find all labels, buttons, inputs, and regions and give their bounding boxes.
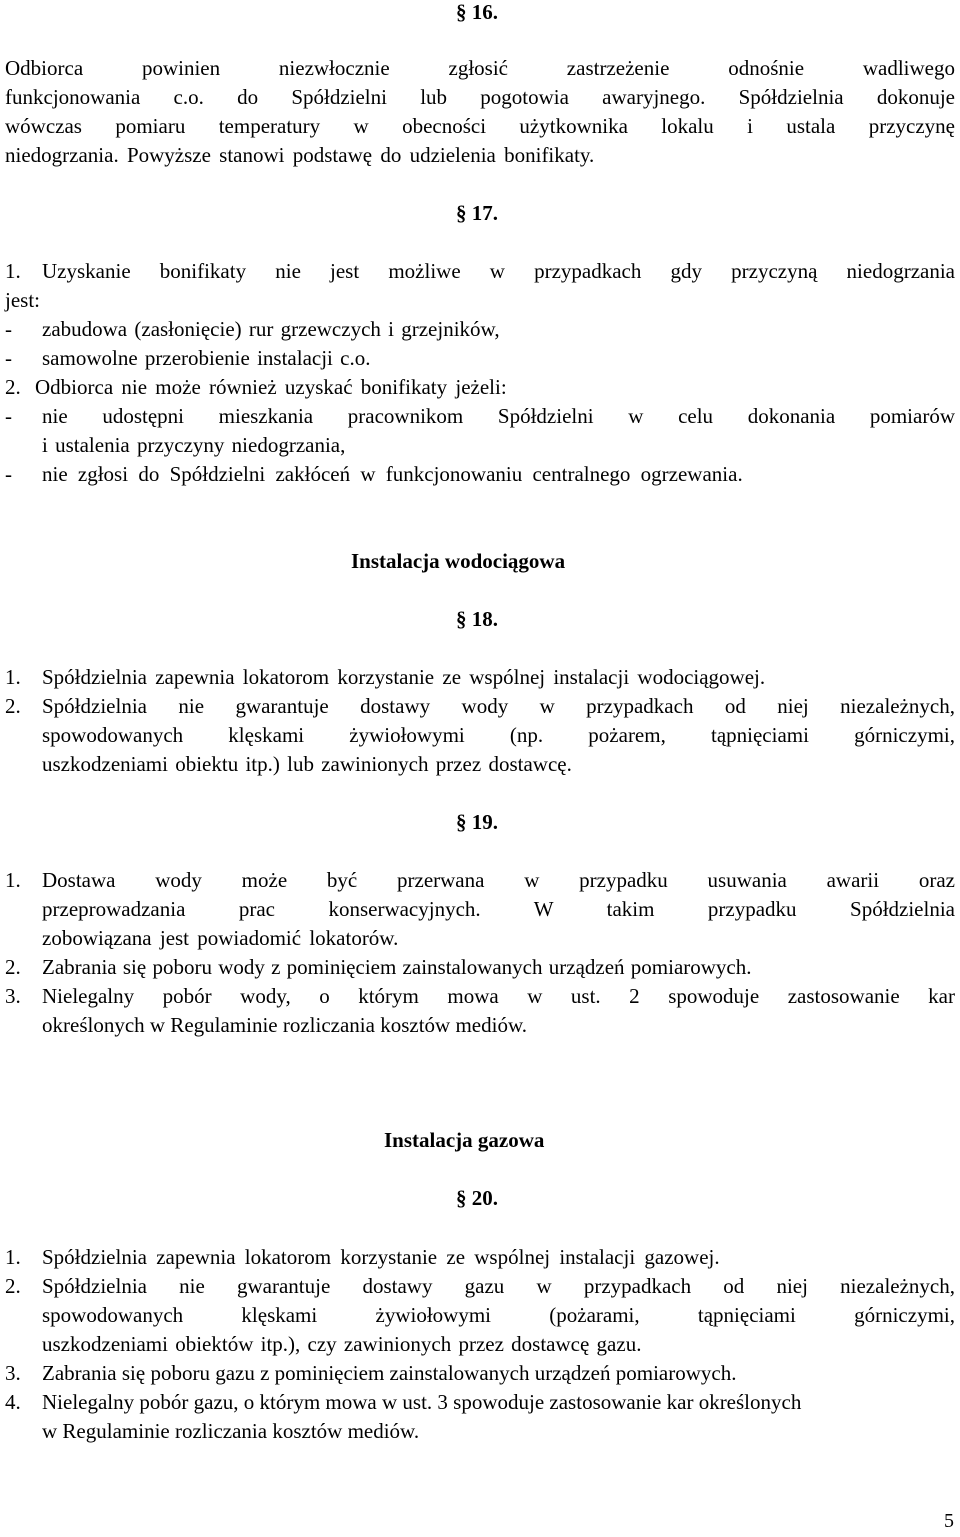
s20-item4-line-2: w Regulaminie rozliczania kosztów mediów. <box>42 1419 420 1443</box>
s20-item2-line-3: uszkodzeniami obiektów itp.), czy zawinionych przez dostawcę gazu. <box>42 1332 642 1356</box>
section-20-title: § 20. <box>456 1186 498 1210</box>
s17-bullet-dash: - <box>5 462 12 486</box>
s17-item2-bullet-1-line-2: i ustalenia przyczyny niedogrzania, <box>42 433 346 457</box>
s20-item3-line-1: Zabrania się poboru gazu z pominięciem zainstalowanych urządzeń pomiarowych. <box>42 1361 737 1385</box>
s18-item2-line-1: Spółdzielnia nie gwarantuje dostawy wody w przypadkach od niej niezależnych, <box>42 694 955 718</box>
page-number: 5 <box>944 1510 954 1532</box>
s20-item-number: 3. <box>5 1361 21 1385</box>
section-17-title: § 17. <box>456 201 498 225</box>
s17-bullet-2: samowolne przerobienie instalacji c.o. <box>42 346 371 370</box>
heading-water-installation: Instalacja wodociągowa <box>351 549 566 573</box>
s20-item-number: 4. <box>5 1390 21 1414</box>
section-19-title: § 19. <box>456 810 498 834</box>
s20-item-number: 2. <box>5 1274 21 1298</box>
s17-bullet-1: zabudowa (zasłonięcie) rur grzewczych i grzejników, <box>42 317 500 341</box>
s16-line-4: niedogrzania. Powyższe stanowi podstawę do udzielenia bonifikaty. <box>5 143 595 167</box>
s19-item2-line-1: Zabrania się poboru wody z pominięciem zainstalowanych urządzeń pomiarowych. <box>42 955 752 979</box>
s17-item2-number: 2. <box>5 375 21 399</box>
s18-item1-line-1: Spółdzielnia zapewnia lokatorom korzystanie ze wspólnej instalacji wodociągowej. <box>42 665 766 689</box>
s19-item3-line-1: Nielegalny pobór wody, o którym mowa w ust. 2 spowoduje zastosowanie kar <box>42 984 955 1008</box>
s16-line-3: wówczas pomiaru temperatury w obecności użytkownika lokalu i ustala przyczynę <box>5 114 955 138</box>
s19-item1-line-1: Dostawa wody może być przerwana w przypadku usuwania awarii oraz <box>42 868 955 892</box>
s17-bullet-dash: - <box>5 404 12 428</box>
s18-item-number: 2. <box>5 694 21 718</box>
s17-item2-line-1: Odbiorca nie może również uzyskać bonifikaty jeżeli: <box>35 375 507 399</box>
s20-item2-line-2: spowodowanych klęskami żywiołowymi (pożarami, tąpnięciami górniczymi, <box>42 1303 955 1327</box>
s17-bullet-dash: - <box>5 346 12 370</box>
heading-gas-installation: Instalacja gazowa <box>384 1128 545 1152</box>
s19-item1-line-3: zobowiązana jest powiadomić lokatorów. <box>42 926 399 950</box>
s18-item-number: 1. <box>5 665 21 689</box>
s17-item1-number: 1. <box>5 259 21 283</box>
s19-item3-line-2: określonych w Regulaminie rozliczania kosztów mediów. <box>42 1013 527 1037</box>
section-18-title: § 18. <box>456 607 498 631</box>
s18-item2-line-2: spowodowanych klęskami żywiołowymi (np. pożarem, tąpnięciami górniczymi, <box>42 723 955 747</box>
s19-item1-line-2: przeprowadzania prac konserwacyjnych. W takim przypadku Spółdzielnia <box>42 897 955 921</box>
s20-item1-line-1: Spółdzielnia zapewnia lokatorom korzystanie ze wspólnej instalacji gazowej. <box>42 1245 720 1269</box>
s19-item-number: 3. <box>5 984 21 1008</box>
s16-line-2: funkcjonowania c.o. do Spółdzielni lub pogotowia awaryjnego. Spółdzielnia dokonuje <box>5 85 955 109</box>
s19-item-number: 1. <box>5 868 21 892</box>
s19-item-number: 2. <box>5 955 21 979</box>
s17-bullet-dash: - <box>5 317 12 341</box>
s20-item2-line-1: Spółdzielnia nie gwarantuje dostawy gazu w przypadkach od niej niezależnych, <box>42 1274 955 1298</box>
s17-item2-bullet-2: nie zgłosi do Spółdzielni zakłóceń w funkcjonowaniu centralnego ogrzewania. <box>42 462 743 486</box>
s17-item1-line-1: Uzyskanie bonifikaty nie jest możliwe w przypadkach gdy przyczyną niedogrzania <box>42 259 955 283</box>
s20-item4-line-1: Nielegalny pobór gazu, o którym mowa w ust. 3 spowoduje zastosowanie kar określonych <box>42 1390 802 1414</box>
s20-item-number: 1. <box>5 1245 21 1269</box>
s17-item1-line-2: jest: <box>5 288 40 312</box>
s18-item2-line-3: uszkodzeniami obiektu itp.) lub zawinionych przez dostawcę. <box>42 752 572 776</box>
s17-item2-bullet-1-line-1: nie udostępni mieszkania pracownikom Spółdzielni w celu dokonania pomiarów <box>42 404 955 428</box>
section-16-title: § 16. <box>456 0 498 24</box>
s16-line-1: Odbiorca powinien niezwłocznie zgłosić zastrzeżenie odnośnie wadliwego <box>5 56 955 80</box>
